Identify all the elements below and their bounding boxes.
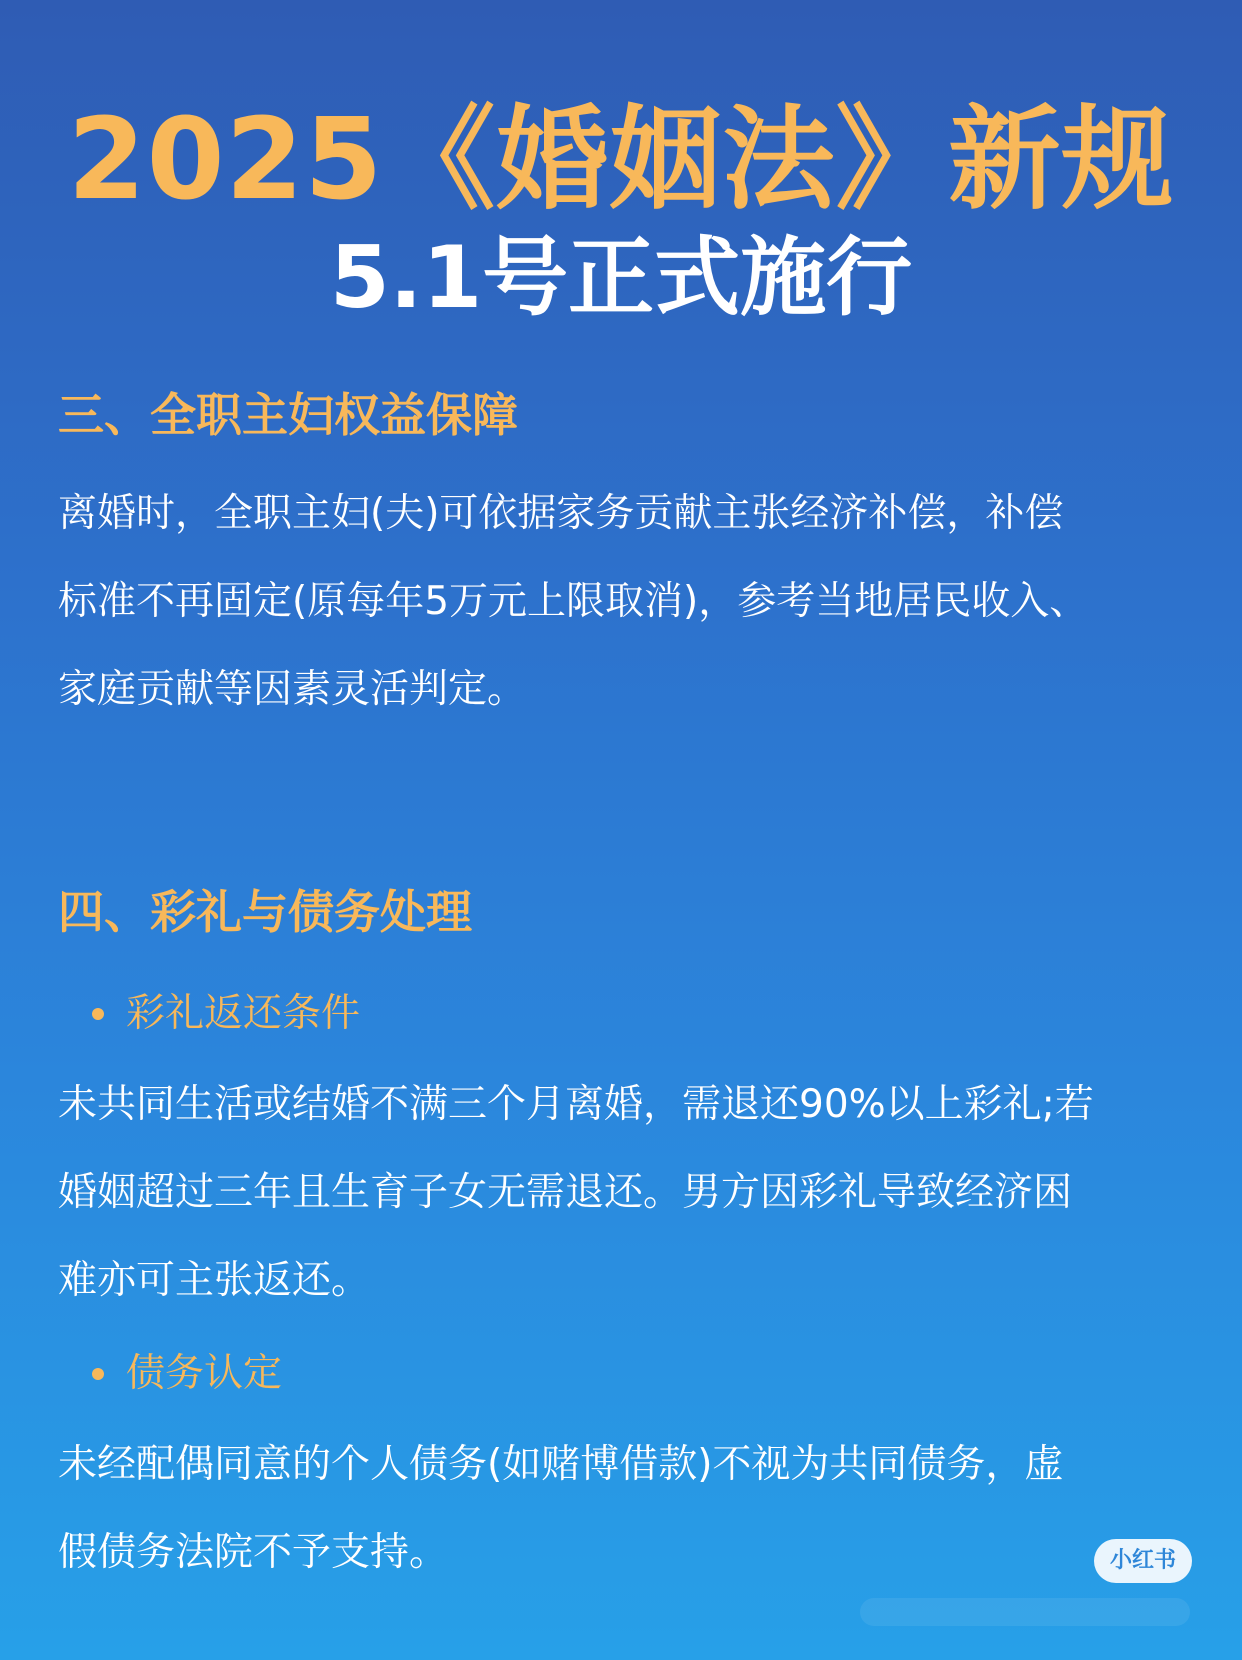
bullet-label: 债务认定: [126, 1351, 283, 1396]
paragraph-line: 家庭贡献等因素灵活判定。: [58, 667, 527, 712]
bullet-dot-icon: [92, 1368, 104, 1380]
xiaohongshu-logo: 小红书: [1094, 1539, 1192, 1583]
section-paragraph-homemaker-rights: [58, 470, 1190, 734]
section-heading-homemaker-rights: 三、全职主妇权益保障: [58, 388, 518, 442]
page-subtitle: 5.1号正式施行: [329, 228, 913, 328]
paragraph-line: 离婚时，全职主妇(夫)可依据家务贡献主张经济补偿，补偿: [58, 491, 1064, 536]
bullet-paragraph-debt-determination: [58, 1421, 1190, 1597]
paragraph-line: 未共同生活或结婚不满三个月离婚，需退还90%以上彩礼;若: [58, 1082, 1094, 1127]
paragraph-line: 婚姻超过三年且生育子女无需退还。男方因彩礼导致经济困: [58, 1170, 1073, 1215]
section-heading-bride-price-debt: 四、彩礼与债务处理: [58, 885, 472, 939]
paragraph-line: 未经配偶同意的个人债务(如赌博借款)不视为共同债务，虚: [58, 1442, 1064, 1487]
paragraph-line: 难亦可主张返还。: [58, 1258, 371, 1303]
bullet-item-debt-determination: [92, 1346, 282, 1402]
watermark-strip: [860, 1598, 1190, 1626]
bullet-paragraph-bride-price-return: [58, 1061, 1190, 1325]
paragraph-line: 标准不再固定(原每年5万元上限取消)，参考当地居民收入、: [58, 579, 1089, 624]
bullet-dot-icon: [92, 1008, 104, 1020]
paragraph-line: 假债务法院不予支持。: [58, 1530, 449, 1575]
page-title: 2025《婚姻法》新规: [67, 95, 1175, 225]
bullet-label: 彩礼返还条件: [126, 991, 361, 1036]
bullet-item-bride-price-return: [92, 986, 360, 1042]
